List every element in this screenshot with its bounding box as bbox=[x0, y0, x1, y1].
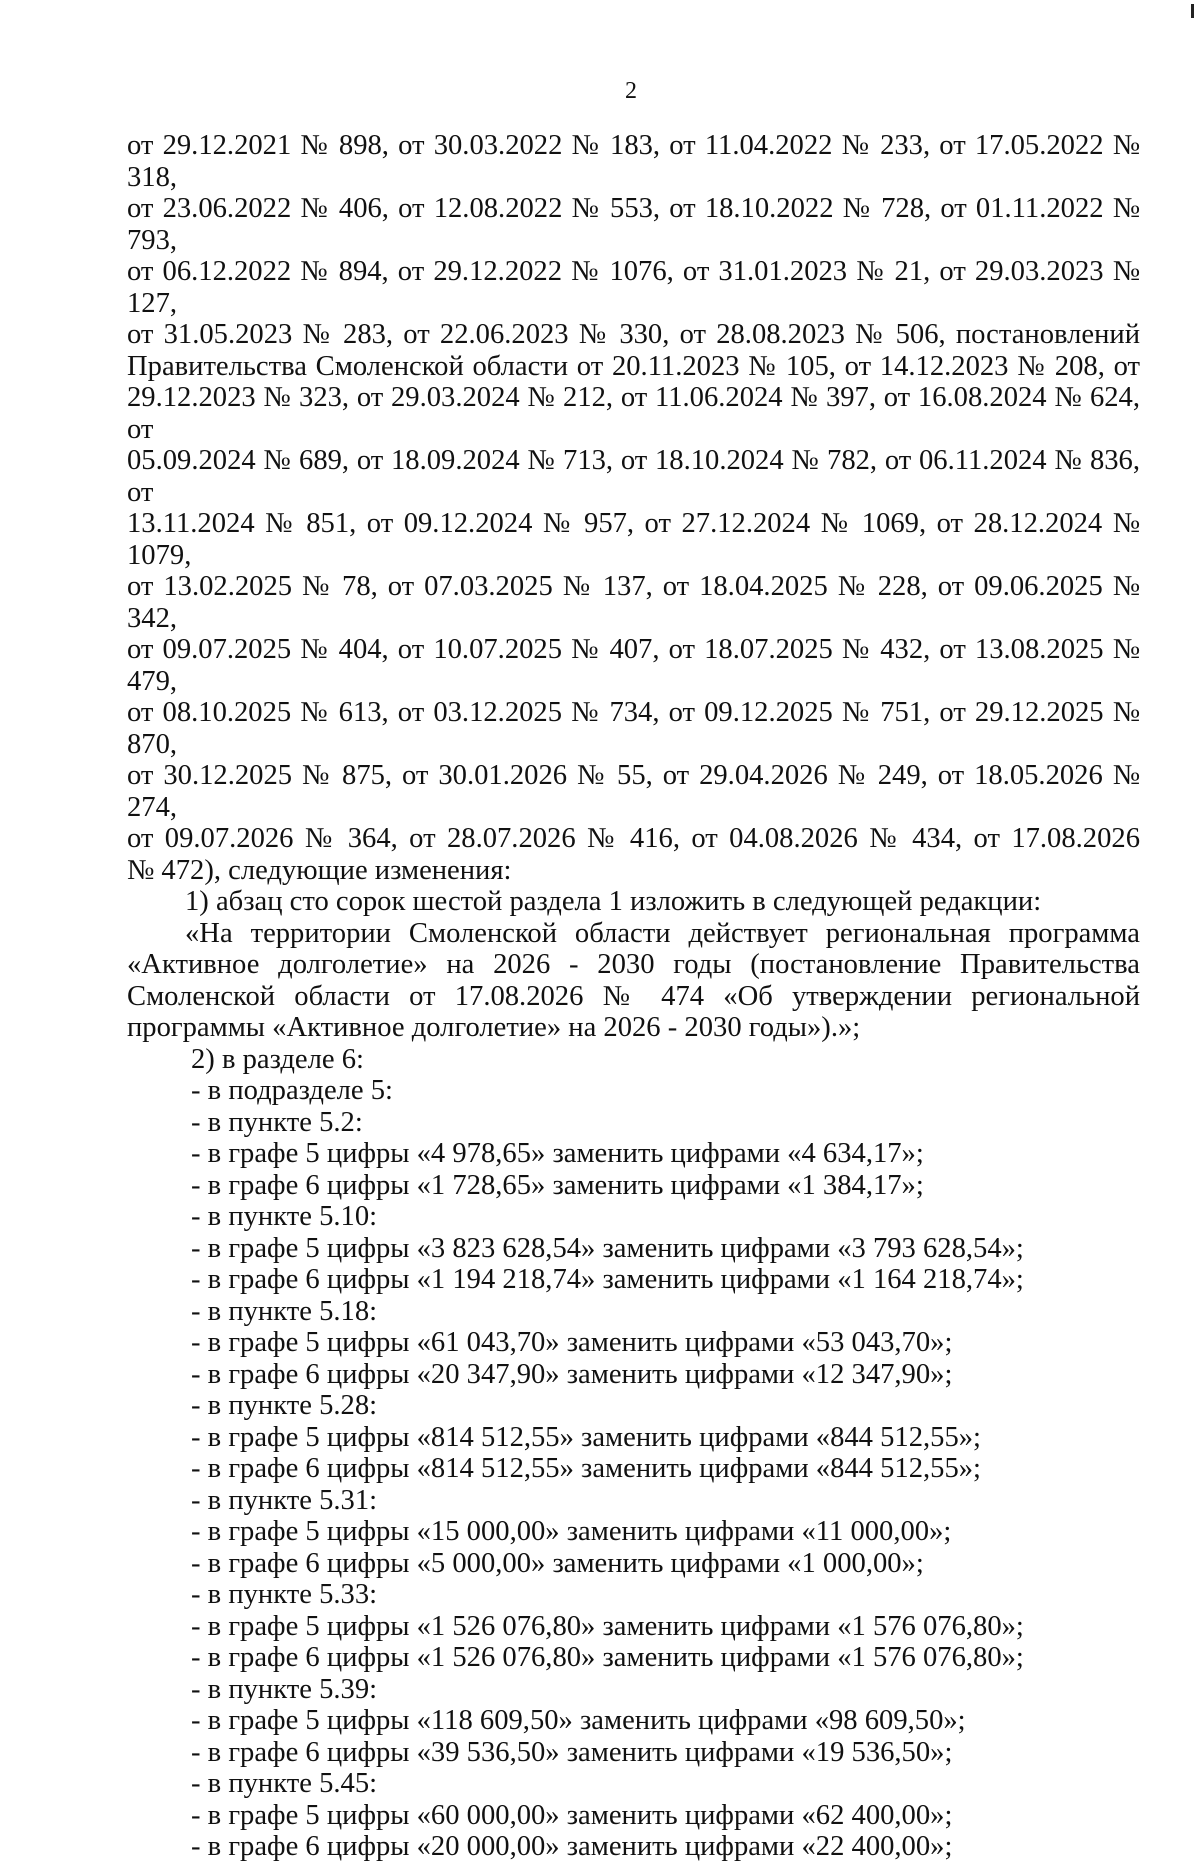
intro-line: Правительства Смоленской области от 20.11.2023 № 105, от 14.12.2023 № 208, от bbox=[127, 350, 1140, 382]
change-item: - в графе 5 цифры «15 000,00» заменить цифрами «11 000,00»; bbox=[191, 1516, 952, 1547]
document-body bbox=[127, 130, 1140, 1863]
change-item: - в пункте 5.31: bbox=[191, 1484, 378, 1516]
intro-line: от 09.07.2025 № 404, от 10.07.2025 № 407, от 18.07.2025 № 432, от 13.08.2025 № 479, bbox=[127, 634, 1140, 697]
intro-line: от 23.06.2022 № 406, от 12.08.2022 № 553, от 18.10.2022 № 728, от 01.11.2022 № 793, bbox=[127, 193, 1140, 256]
change-item: - в графе 6 цифры «20 000,00» заменить цифрами «22 400,00»; bbox=[191, 1831, 953, 1862]
change-item: - в графе 5 цифры «3 823 628,54» заменить цифрами «3 793 628,54»; bbox=[191, 1232, 1024, 1264]
page-number: 2 bbox=[625, 78, 637, 104]
change-item: - в пункте 5.18: bbox=[191, 1295, 378, 1327]
intro-line: от 09.07.2026 № 364, от 28.07.2026 № 416, от 04.08.2026 № 434, от 17.08.2026 bbox=[127, 823, 1140, 854]
change-item: - в пункте 5.10: bbox=[191, 1201, 378, 1232]
change-item: - в пункте 5.45: bbox=[191, 1768, 378, 1799]
intro-line: от 29.12.2021 № 898, от 30.03.2022 № 183, от 11.04.2022 № 233, от 17.05.2022 № 318, bbox=[127, 130, 1140, 193]
changes-list bbox=[127, 1044, 1140, 1863]
change-item: - в пункте 5.33: bbox=[191, 1579, 378, 1610]
change-item: - в пункте 5.28: bbox=[191, 1390, 378, 1421]
change-item: - в графе 5 цифры «1 526 076,80» заменить цифрами «1 576 076,80»; bbox=[191, 1610, 1024, 1642]
intro-line: 13.11.2024 № 851, от 09.12.2024 № 957, от 27.12.2024 № 1069, от 28.12.2024 № 1079, bbox=[127, 508, 1140, 571]
change-item: - в графе 6 цифры «814 512,55» заменить цифрами «844 512,55»; bbox=[191, 1453, 981, 1484]
intro-line: от 13.02.2025 № 78, от 07.03.2025 № 137, от 18.04.2025 № 228, от 09.06.2025 № 342, bbox=[127, 571, 1140, 634]
amendment-list-paragraph bbox=[127, 130, 1140, 886]
change-item: - в графе 5 цифры «814 512,55» заменить цифрами «844 512,55»; bbox=[191, 1421, 981, 1453]
change-item: - в графе 6 цифры «1 526 076,80» заменить цифрами «1 576 076,80»; bbox=[191, 1642, 1024, 1673]
change-item: - в графе 6 цифры «5 000,00» заменить цифрами «1 000,00»; bbox=[191, 1547, 924, 1579]
intro-line: от 30.12.2025 № 875, от 30.01.2026 № 55, от 29.04.2026 № 249, от 18.05.2026 № 274, bbox=[127, 760, 1140, 823]
change-item: - в подразделе 5: bbox=[191, 1075, 393, 1106]
intro-line: от 06.12.2022 № 894, от 29.12.2022 № 1076, от 31.01.2023 № 21, от 29.03.2023 № 127, bbox=[127, 256, 1140, 319]
item-1: 1) абзац сто сорок шестой раздела 1 изложить в следующей редакции: bbox=[185, 886, 1042, 917]
quoted-paragraph bbox=[127, 918, 1140, 1044]
intro-line: 29.12.2023 № 323, от 29.03.2024 № 212, от 11.06.2024 № 397, от 16.08.2024 № 624, от bbox=[127, 382, 1140, 445]
change-item: - в графе 6 цифры «1 194 218,74» заменить цифрами «1 164 218,74»; bbox=[191, 1264, 1024, 1295]
change-item: - в графе 5 цифры «4 978,65» заменить цифрами «4 634,17»; bbox=[191, 1138, 924, 1169]
change-item: - в графе 6 цифры «20 347,90» заменить цифрами «12 347,90»; bbox=[191, 1358, 953, 1390]
intro-line: № 472), следующие изменения: bbox=[127, 854, 512, 886]
change-item: - в графе 5 цифры «60 000,00» заменить цифрами «62 400,00»; bbox=[191, 1799, 953, 1831]
change-item: - в пункте 5.2: bbox=[191, 1106, 363, 1138]
quote-line: Смоленской области от 17.08.2026 № 474 «Об утверждении региональной bbox=[127, 980, 1140, 1012]
change-item: - в графе 5 цифры «118 609,50» заменить цифрами «98 609,50»; bbox=[191, 1705, 966, 1736]
change-item: - в графе 6 цифры «39 536,50» заменить цифрами «19 536,50»; bbox=[191, 1736, 953, 1768]
change-item: 2) в разделе 6: bbox=[191, 1043, 364, 1075]
intro-line: от 08.10.2025 № 613, от 03.12.2025 № 734, от 09.12.2025 № 751, от 29.12.2025 № 870, bbox=[127, 697, 1140, 760]
quote-line: «На территории Смоленской области действует региональная программа bbox=[185, 917, 1140, 949]
intro-line: 05.09.2024 № 689, от 18.09.2024 № 713, от 18.10.2024 № 782, от 06.11.2024 № 836, от bbox=[127, 445, 1140, 508]
change-item: - в пункте 5.39: bbox=[191, 1673, 378, 1705]
change-item: - в графе 6 цифры «1 728,65» заменить цифрами «1 384,17»; bbox=[191, 1169, 924, 1201]
scan-edge-mark bbox=[1191, 4, 1194, 18]
change-item: - в графе 5 цифры «61 043,70» заменить цифрами «53 043,70»; bbox=[191, 1327, 953, 1358]
intro-line: от 31.05.2023 № 283, от 22.06.2023 № 330, от 28.08.2023 № 506, постановлений bbox=[127, 319, 1140, 350]
quote-line: программы «Активное долголетие» на 2026 - 2030 годы»).»; bbox=[127, 1012, 861, 1043]
quote-line: «Активное долголетие» на 2026 - 2030 годы (постановление Правительства bbox=[127, 949, 1140, 980]
